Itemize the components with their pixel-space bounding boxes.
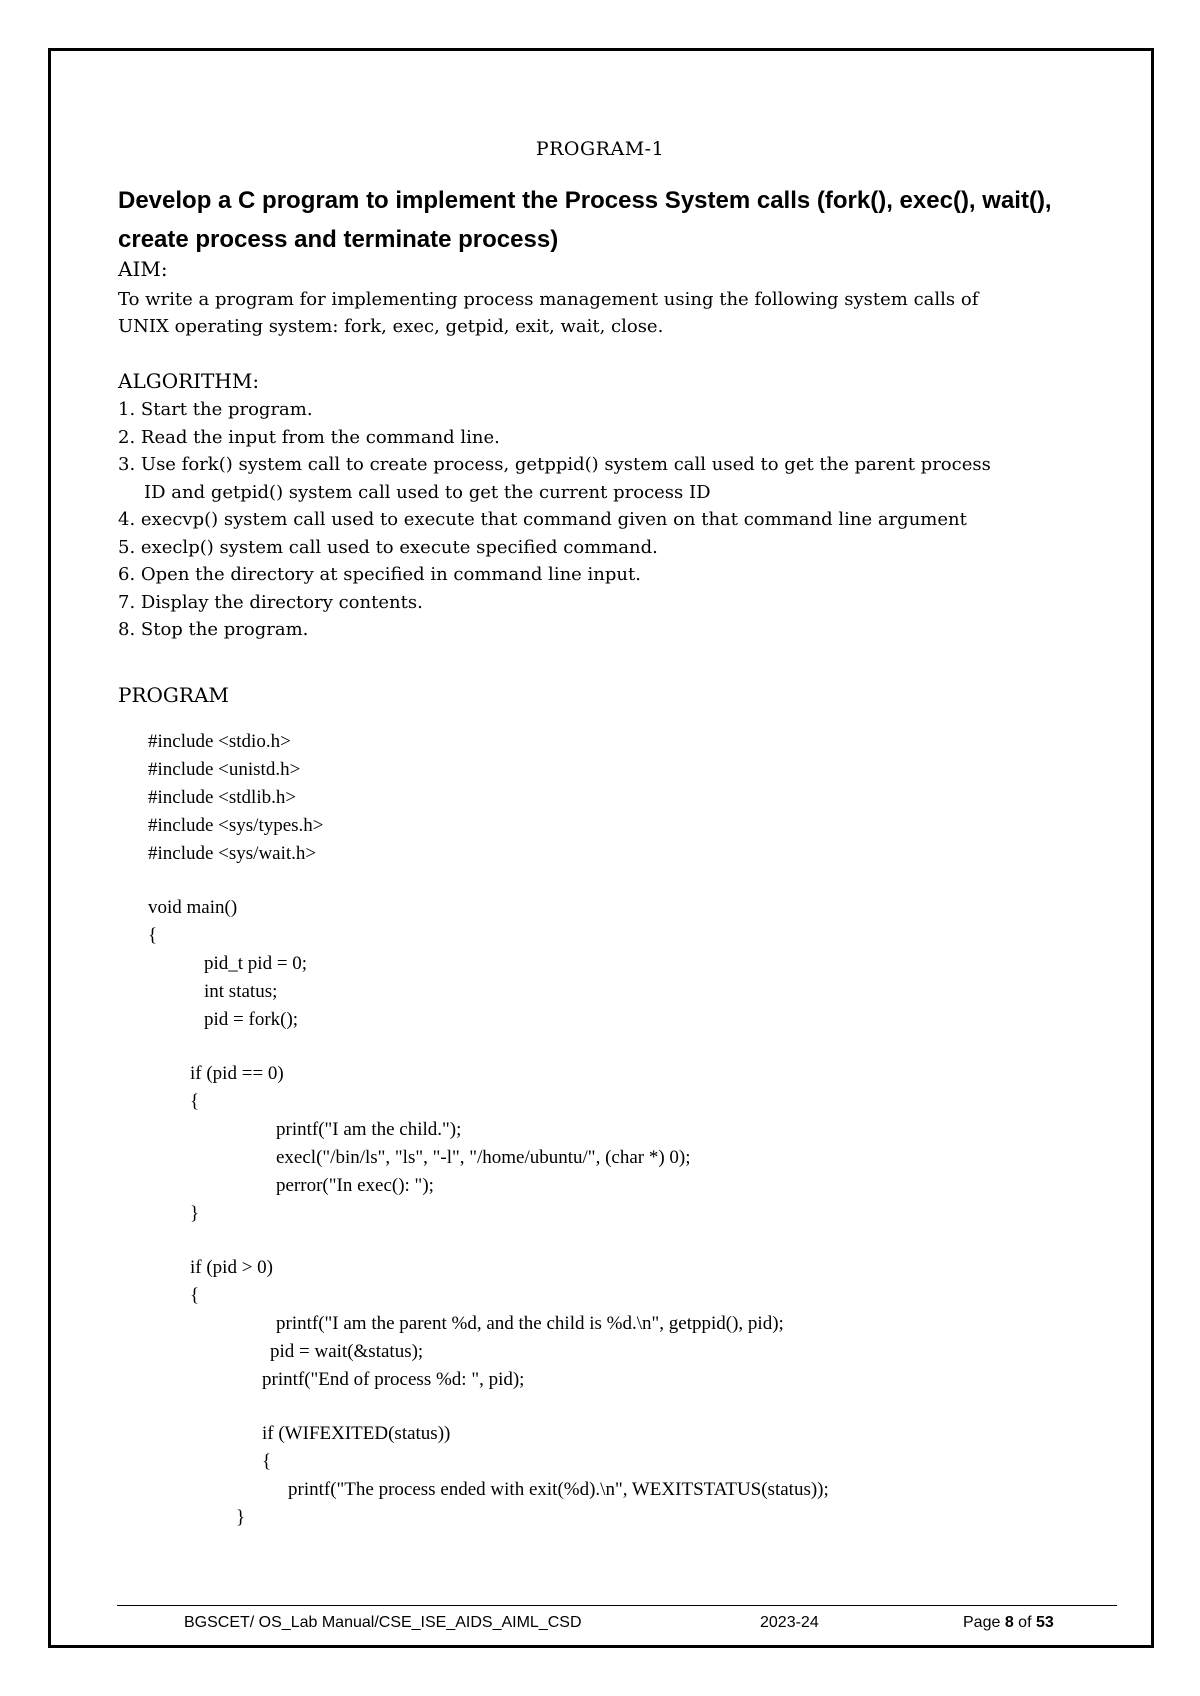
page-total: 53: [1035, 1614, 1054, 1631]
aim-heading: AIM:: [118, 257, 168, 281]
algorithm-step: 5. execlp() system call used to execute specified command.: [118, 536, 658, 558]
code-line: #include <stdlib.h>: [148, 787, 297, 808]
code-line: {: [148, 925, 158, 946]
page-label: Page: [963, 1614, 1005, 1631]
code-line: }: [190, 1203, 200, 1224]
code-line: {: [190, 1091, 200, 1112]
algorithm-step: 7. Display the directory contents.: [118, 591, 423, 613]
code-line: pid = fork();: [204, 1009, 299, 1030]
code-line: {: [190, 1285, 200, 1306]
program-number: PROGRAM-1: [535, 138, 665, 160]
footer-manual-path: BGSCET/ OS_Lab Manual/CSE_ISE_AIDS_AIML_CSD: [184, 1614, 582, 1631]
aim-text-line-2: UNIX operating system: fork, exec, getpid, exit, wait, close.: [118, 316, 664, 337]
program-heading: PROGRAM: [118, 683, 229, 707]
program-title-line-1: Develop a C program to implement the Process System calls (fork(), exec(), wait(),: [118, 187, 1052, 214]
code-line: #include <sys/wait.h>: [148, 843, 317, 864]
footer-page-number: [963, 1614, 1054, 1632]
code-line: #include <stdio.h>: [148, 731, 291, 752]
algorithm-step: 6. Open the directory at specified in command line input.: [118, 564, 641, 585]
code-line: int status;: [204, 981, 278, 1002]
code-line: pid_t pid = 0;: [204, 953, 308, 974]
code-line: if (WIFEXITED(status)): [262, 1423, 451, 1444]
code-line: void main(): [148, 897, 238, 918]
code-line: #include <unistd.h>: [148, 759, 301, 780]
footer-academic-year: 2023-24: [760, 1614, 819, 1631]
algorithm-step: 1. Start the program.: [118, 399, 313, 420]
code-line: perror("In exec(): ");: [276, 1175, 434, 1196]
algorithm-step: 3. Use fork() system call to create process, getppid() system call used to get the parent process: [118, 454, 991, 475]
code-line: printf("The process ended with exit(%d).\n", WEXITSTATUS(status));: [288, 1479, 829, 1500]
algorithm-step: 8. Stop the program.: [118, 619, 309, 640]
code-line: printf("I am the parent %d, and the child is %d.\n", getppid(), pid);: [276, 1313, 784, 1334]
code-line: {: [262, 1451, 272, 1472]
code-line: if (pid > 0): [190, 1257, 274, 1278]
algorithm-step-continuation: ID and getpid() system call used to get the current process ID: [144, 481, 711, 503]
code-line: execl("/bin/ls", "ls", "-l", "/home/ubuntu/", (char *) 0);: [276, 1147, 691, 1168]
code-line: printf("End of process %d: ", pid);: [262, 1369, 525, 1390]
algorithm-step: 4. execvp() system call used to execute that command given on that command line argument: [118, 509, 967, 530]
code-line: printf("I am the child.");: [276, 1119, 462, 1140]
algorithm-step: 2. Read the input from the command line.: [118, 426, 500, 448]
page-current: 8: [1004, 1614, 1014, 1631]
page-of-label: of: [1013, 1614, 1036, 1631]
code-line: if (pid == 0): [190, 1063, 284, 1084]
aim-text-line-1: To write a program for implementing process management using the following system calls of: [118, 289, 979, 310]
program-title-line-2: create process and terminate process): [118, 226, 559, 253]
code-line: #include <sys/types.h>: [148, 815, 324, 836]
code-line: pid = wait(&status);: [270, 1341, 424, 1362]
algorithm-heading: ALGORITHM:: [118, 369, 260, 393]
code-line: }: [236, 1507, 246, 1528]
footer-divider: [117, 1605, 1117, 1606]
